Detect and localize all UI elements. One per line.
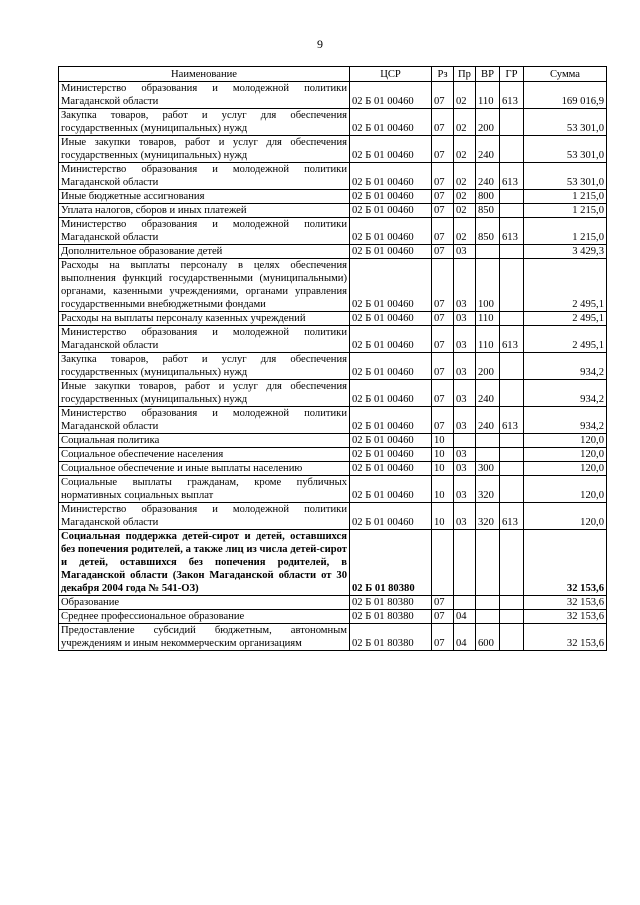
cell-pr: 03 — [454, 476, 476, 503]
cell-vr: 320 — [476, 476, 500, 503]
cell-pr: 03 — [454, 380, 476, 407]
cell-name: Уплата налогов, сборов и иных платежей — [59, 204, 350, 218]
cell-csr: 02 Б 01 00460 — [350, 136, 432, 163]
cell-rz: 07 — [432, 136, 454, 163]
cell-pr: 03 — [454, 245, 476, 259]
table-header-row — [59, 67, 607, 82]
cell-pr — [454, 530, 476, 596]
cell-gr — [500, 312, 524, 326]
cell-csr: 02 Б 01 00460 — [350, 407, 432, 434]
cell-rz: 07 — [432, 190, 454, 204]
cell-name: Среднее профессиональное образование — [59, 610, 350, 624]
cell-name: Иные бюджетные ассигнования — [59, 190, 350, 204]
cell-pr: 02 — [454, 82, 476, 109]
cell-rz: 10 — [432, 476, 454, 503]
cell-pr: 04 — [454, 624, 476, 651]
cell-sum: 32 153,6 — [524, 596, 607, 610]
cell-rz: 07 — [432, 218, 454, 245]
cell-gr — [500, 109, 524, 136]
cell-gr — [500, 610, 524, 624]
cell-rz: 10 — [432, 434, 454, 448]
cell-pr: 03 — [454, 312, 476, 326]
cell-gr: 613 — [500, 503, 524, 530]
cell-gr — [500, 448, 524, 462]
cell-sum: 2 495,1 — [524, 259, 607, 312]
cell-sum: 32 153,6 — [524, 624, 607, 651]
cell-name: Социальное обеспечение населения — [59, 448, 350, 462]
table-row — [59, 434, 607, 448]
cell-csr: 02 Б 01 80380 — [350, 596, 432, 610]
table-row — [59, 476, 607, 503]
cell-sum: 1 215,0 — [524, 218, 607, 245]
cell-vr — [476, 448, 500, 462]
cell-rz: 07 — [432, 610, 454, 624]
cell-vr: 200 — [476, 353, 500, 380]
header-gr: ГР — [500, 67, 524, 82]
cell-gr: 613 — [500, 82, 524, 109]
cell-pr: 03 — [454, 353, 476, 380]
table-row — [59, 204, 607, 218]
cell-vr: 240 — [476, 407, 500, 434]
cell-pr: 02 — [454, 163, 476, 190]
cell-csr: 02 Б 01 00460 — [350, 434, 432, 448]
cell-csr: 02 Б 01 00460 — [350, 82, 432, 109]
cell-csr: 02 Б 01 00460 — [350, 353, 432, 380]
cell-gr: 613 — [500, 163, 524, 190]
cell-sum: 2 495,1 — [524, 326, 607, 353]
cell-rz: 10 — [432, 503, 454, 530]
cell-sum: 934,2 — [524, 353, 607, 380]
cell-vr: 600 — [476, 624, 500, 651]
cell-rz: 07 — [432, 380, 454, 407]
cell-gr — [500, 204, 524, 218]
cell-csr: 02 Б 01 00460 — [350, 448, 432, 462]
cell-gr — [500, 259, 524, 312]
cell-csr: 02 Б 01 00460 — [350, 462, 432, 476]
cell-name: Предоставление субсидий бюджетным, автономным учреждениям и иным некоммерческим организациям — [59, 624, 350, 651]
cell-csr: 02 Б 01 00460 — [350, 312, 432, 326]
cell-pr — [454, 596, 476, 610]
table-row — [59, 407, 607, 434]
cell-sum: 53 301,0 — [524, 109, 607, 136]
cell-vr — [476, 610, 500, 624]
header-sum: Сумма — [524, 67, 607, 82]
table-row — [59, 163, 607, 190]
cell-sum: 120,0 — [524, 434, 607, 448]
cell-gr — [500, 434, 524, 448]
cell-name: Закупка товаров, работ и услуг для обеспечения государственных (муниципальных) нужд — [59, 109, 350, 136]
cell-name: Расходы на выплаты персоналу в целях обеспечения выполнения функций государственными (муниципальными) органами, казенными учреждениями, органами управления государственными внебюджетными фондами — [59, 259, 350, 312]
cell-name: Министерство образования и молодежной политики Магаданской области — [59, 503, 350, 530]
cell-pr: 04 — [454, 610, 476, 624]
cell-sum: 934,2 — [524, 380, 607, 407]
cell-pr: 03 — [454, 448, 476, 462]
cell-name: Дополнительное образование детей — [59, 245, 350, 259]
cell-gr — [500, 476, 524, 503]
cell-gr — [500, 530, 524, 596]
cell-vr: 200 — [476, 109, 500, 136]
table-row — [59, 218, 607, 245]
table-row — [59, 380, 607, 407]
cell-vr: 110 — [476, 326, 500, 353]
cell-csr: 02 Б 01 00460 — [350, 190, 432, 204]
cell-name: Социальное обеспечение и иные выплаты населению — [59, 462, 350, 476]
cell-sum: 934,2 — [524, 407, 607, 434]
cell-rz: 07 — [432, 353, 454, 380]
table-row — [59, 596, 607, 610]
header-pr: Пр — [454, 67, 476, 82]
cell-csr: 02 Б 01 00460 — [350, 109, 432, 136]
cell-csr: 02 Б 01 00460 — [350, 245, 432, 259]
cell-gr — [500, 380, 524, 407]
cell-rz: 10 — [432, 448, 454, 462]
cell-sum: 169 016,9 — [524, 82, 607, 109]
cell-rz: 07 — [432, 624, 454, 651]
cell-name: Министерство образования и молодежной политики Магаданской области — [59, 326, 350, 353]
cell-gr — [500, 596, 524, 610]
cell-vr: 800 — [476, 190, 500, 204]
cell-csr: 02 Б 01 00460 — [350, 326, 432, 353]
cell-gr — [500, 190, 524, 204]
cell-pr: 02 — [454, 204, 476, 218]
cell-pr: 02 — [454, 218, 476, 245]
table-row — [59, 326, 607, 353]
cell-gr — [500, 462, 524, 476]
cell-csr: 02 Б 01 00460 — [350, 218, 432, 245]
cell-csr: 02 Б 01 00460 — [350, 259, 432, 312]
cell-rz: 07 — [432, 326, 454, 353]
cell-name: Образование — [59, 596, 350, 610]
cell-name: Социальная политика — [59, 434, 350, 448]
cell-sum: 120,0 — [524, 503, 607, 530]
table-row — [59, 530, 607, 596]
cell-vr — [476, 530, 500, 596]
cell-gr — [500, 624, 524, 651]
cell-csr: 02 Б 01 00460 — [350, 163, 432, 190]
cell-name: Министерство образования и молодежной политики Магаданской области — [59, 163, 350, 190]
budget-table — [58, 66, 607, 651]
cell-csr: 02 Б 01 80380 — [350, 624, 432, 651]
cell-gr: 613 — [500, 326, 524, 353]
cell-name: Министерство образования и молодежной политики Магаданской области — [59, 218, 350, 245]
cell-vr — [476, 434, 500, 448]
table-row — [59, 259, 607, 312]
cell-pr: 02 — [454, 109, 476, 136]
header-name: Наименование — [59, 67, 350, 82]
cell-vr: 300 — [476, 462, 500, 476]
cell-rz: 07 — [432, 245, 454, 259]
cell-pr: 03 — [454, 326, 476, 353]
cell-gr: 613 — [500, 218, 524, 245]
cell-vr: 110 — [476, 82, 500, 109]
cell-name: Иные закупки товаров, работ и услуг для обеспечения государственных (муниципальных) нужд — [59, 380, 350, 407]
cell-rz: 07 — [432, 259, 454, 312]
cell-gr — [500, 245, 524, 259]
cell-vr: 240 — [476, 380, 500, 407]
cell-sum: 120,0 — [524, 462, 607, 476]
cell-pr: 03 — [454, 407, 476, 434]
table-body — [59, 82, 607, 651]
header-vr: ВР — [476, 67, 500, 82]
cell-sum: 32 153,6 — [524, 530, 607, 596]
table-row — [59, 190, 607, 204]
table-row — [59, 462, 607, 476]
table-row — [59, 353, 607, 380]
table-row — [59, 82, 607, 109]
cell-name: Закупка товаров, работ и услуг для обеспечения государственных (муниципальных) нужд — [59, 353, 350, 380]
cell-sum: 53 301,0 — [524, 163, 607, 190]
cell-csr: 02 Б 01 80380 — [350, 530, 432, 596]
table-row — [59, 109, 607, 136]
cell-pr: 03 — [454, 503, 476, 530]
cell-pr: 02 — [454, 190, 476, 204]
table-row — [59, 624, 607, 651]
cell-pr: 03 — [454, 259, 476, 312]
header-csr: ЦСР — [350, 67, 432, 82]
cell-vr: 240 — [476, 136, 500, 163]
cell-rz: 07 — [432, 407, 454, 434]
cell-sum: 2 495,1 — [524, 312, 607, 326]
table-row — [59, 610, 607, 624]
cell-csr: 02 Б 01 00460 — [350, 380, 432, 407]
cell-rz: 07 — [432, 312, 454, 326]
cell-name: Министерство образования и молодежной политики Магаданской области — [59, 82, 350, 109]
cell-vr: 240 — [476, 163, 500, 190]
cell-sum: 1 215,0 — [524, 204, 607, 218]
cell-name: Социальные выплаты гражданам, кроме публичных нормативных социальных выплат — [59, 476, 350, 503]
cell-pr: 03 — [454, 462, 476, 476]
cell-vr: 850 — [476, 218, 500, 245]
cell-vr: 850 — [476, 204, 500, 218]
cell-sum: 32 153,6 — [524, 610, 607, 624]
cell-gr: 613 — [500, 407, 524, 434]
cell-sum: 1 215,0 — [524, 190, 607, 204]
cell-rz — [432, 530, 454, 596]
cell-sum: 120,0 — [524, 448, 607, 462]
cell-pr — [454, 434, 476, 448]
cell-vr — [476, 596, 500, 610]
page-number: 9 — [317, 37, 323, 51]
table-row — [59, 136, 607, 163]
cell-vr: 320 — [476, 503, 500, 530]
cell-name: Социальная поддержка детей-сирот и детей, оставшихся без попечения родителей, а также лиц из числа детей-сирот и детей, оставшихся без попечения родителей, в Магаданской области (Закон Магаданской области от 30 декабря 2004 года № 541-ОЗ) — [59, 530, 350, 596]
cell-rz: 07 — [432, 204, 454, 218]
cell-pr: 02 — [454, 136, 476, 163]
cell-vr: 100 — [476, 259, 500, 312]
cell-rz: 10 — [432, 462, 454, 476]
cell-rz: 07 — [432, 82, 454, 109]
cell-sum: 3 429,3 — [524, 245, 607, 259]
cell-name: Иные закупки товаров, работ и услуг для обеспечения государственных (муниципальных) нужд — [59, 136, 350, 163]
cell-name: Расходы на выплаты персоналу казенных учреждений — [59, 312, 350, 326]
cell-rz: 07 — [432, 596, 454, 610]
header-rz: Рз — [432, 67, 454, 82]
table-row — [59, 312, 607, 326]
cell-rz: 07 — [432, 109, 454, 136]
table-row — [59, 448, 607, 462]
cell-gr — [500, 136, 524, 163]
cell-sum: 120,0 — [524, 476, 607, 503]
cell-gr — [500, 353, 524, 380]
cell-csr: 02 Б 01 00460 — [350, 503, 432, 530]
cell-vr: 110 — [476, 312, 500, 326]
cell-csr: 02 Б 01 80380 — [350, 610, 432, 624]
cell-rz: 07 — [432, 163, 454, 190]
cell-sum: 53 301,0 — [524, 136, 607, 163]
cell-csr: 02 Б 01 00460 — [350, 476, 432, 503]
cell-name: Министерство образования и молодежной политики Магаданской области — [59, 407, 350, 434]
table-row — [59, 503, 607, 530]
cell-vr — [476, 245, 500, 259]
cell-csr: 02 Б 01 00460 — [350, 204, 432, 218]
table-row — [59, 245, 607, 259]
